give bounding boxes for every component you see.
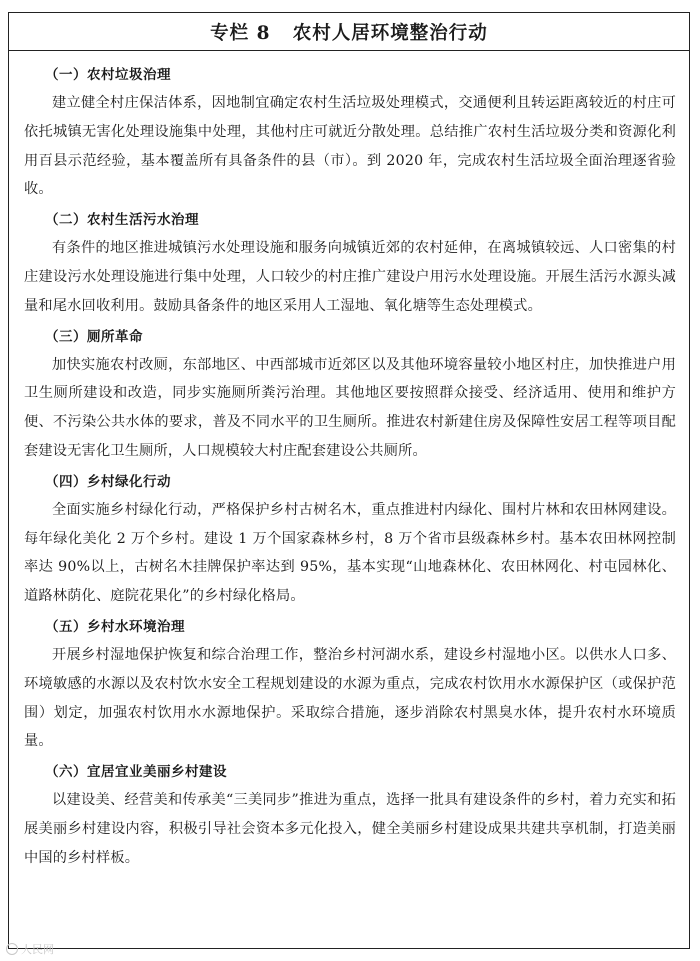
column-content [9,51,689,873]
section-beautiful-village [24,758,676,872]
section-heading: （二）农村生活污水治理 [45,212,199,229]
section-heading: （六）宜居宜业美丽乡村建设 [45,764,227,781]
section-body: 建立健全村庄保洁体系，因地制宜确定农村生活垃圾处理模式，交通便利且转运距离较近的村庄可依托城镇无害化处理设施集中处理，其他村庄可就近分散处理。总结推广农村生活垃圾分类和资源化利用百县示范经验，基本覆盖所有具备条件的县（市）。到 2020 年，完成农村生活垃圾全面治理逐省验收。 [24,95,676,198]
section-heading: （五）乡村水环境治理 [45,618,185,635]
section-body: 开展乡村湿地保护恢复和综合治理工作，整治乡村河湖水系，建设乡村湿地小区。以供水人口多、环境敏感的水源以及农村饮水安全工程规划建设的水源为重点，完成农村饮用水水源保护区（或保护范围）划定，加强农村饮用水水源地保护。采取综合措施，逐步消除农村黑臭水体，提升农村水环境质量。 [24,646,676,750]
watermark-logo-icon [6,943,18,955]
section-body: 以建设美、经营美和传承美“三美同步”推进为重点，选择一批具有建设条件的乡村，着力充实和拓展美丽乡村建设内容，积极引导社会资本多元化投入，健全美丽乡村建设成果共建共享机制，打造美丽中国的乡村样板。 [24,792,676,866]
section-water [24,613,676,756]
column-title: 专栏 8 农村人居环境整治行动 [210,22,488,44]
column-box [8,12,690,949]
column-title-bar [9,13,689,51]
section-garbage [24,61,676,204]
section-heading: （一）农村垃圾治理 [45,67,171,83]
section-heading: （三）厕所革命 [45,328,143,345]
section-body: 加快实施农村改厕，东部地区、中西部城市近郊区以及其他环境容量较小地区村庄，加快推进户用卫生厕所建设和改造，同步实施厕所粪污治理。其他地区要按照群众接受、经济适用、使用和维护方便、不污染公共水体的要求，普及不同水平的卫生厕所。推进农村新建住房及保障性安居工程等项目配套建设无害化卫生厕所，人口规模较大村庄配套建设公共厕所。 [24,356,676,459]
section-greening [24,468,676,611]
section-toilet [24,323,676,466]
section-body: 有条件的地区推进城镇污水处理设施和服务向城镇近郊的农村延伸，在离城镇较远、人口密集的村庄建设污水处理设施进行集中处理，人口较少的村庄推广建设户用污水处理设施。开展生活污水源头减量和尾水回收利用。鼓励具备条件的地区采用人工湿地、氧化塘等生态处理模式。 [24,240,676,314]
watermark-text: 人民网 [21,943,54,956]
section-body: 全面实施乡村绿化行动，严格保护乡村古树名木，重点推进村内绿化、围村片林和农田林网建设。每年绿化美化 2 万个乡村。建设 1 万个国家森林乡村，8 万个省市县级森林乡村。基本农田林网控制率达 90%以上，古树名木挂牌保护率达到 95%，基本实现“山地森林化、农田林网化、村屯园林化、道路林荫化、庭院花果化”的乡村绿化格局。 [24,501,676,605]
watermark [6,941,54,957]
section-sewage [24,206,676,320]
section-heading: （四）乡村绿化行动 [45,473,171,490]
